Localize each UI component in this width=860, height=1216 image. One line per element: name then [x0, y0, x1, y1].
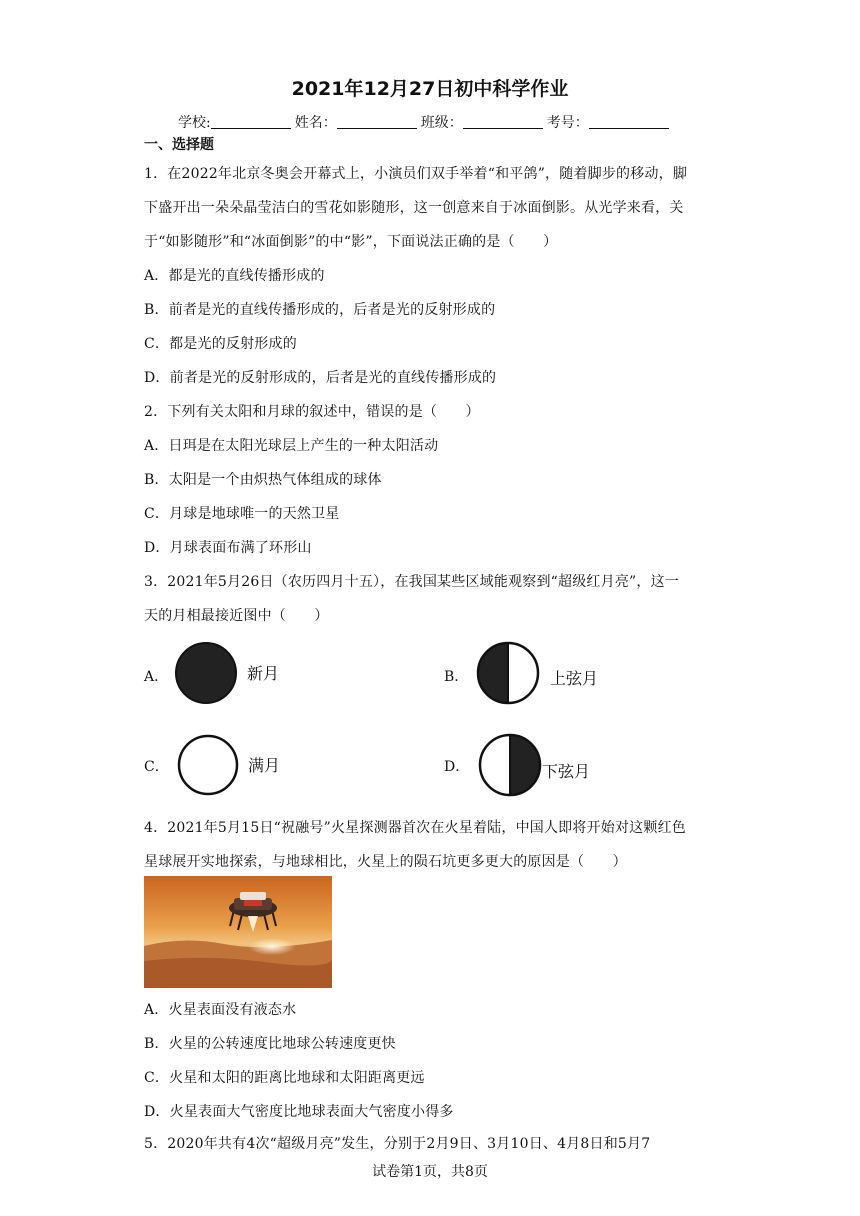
class-blank — [463, 114, 543, 129]
q3-stem-line-2: 天的月相最接近图中（ ） — [144, 608, 329, 624]
q2-option-a: A．日珥是在太阳光球层上产生的一种太阳活动 — [144, 438, 439, 454]
class-label: 班级： — [420, 115, 463, 131]
q1-option-c: C．都是光的反射形成的 — [144, 336, 297, 352]
exam-no-blank — [589, 114, 669, 129]
q3-option-a-letter: A． — [144, 669, 169, 685]
q4-option-b: B．火星的公转速度比地球公转速度更快 — [144, 1036, 396, 1052]
q3-option-d-letter: D． — [444, 759, 470, 775]
q1-option-b: B．前者是光的直线传播形成的，后者是光的反射形成的 — [144, 302, 496, 318]
q2-stem: 2．下列有关太阳和月球的叙述中，错误的是（ ） — [144, 404, 480, 420]
q3-stem-line-1: 3．2021年5月26日（农历四月十五），在我国某些区域能观察到“超级红月亮”，这一 — [144, 574, 679, 590]
q3-option-c-letter: C． — [144, 759, 169, 775]
q3-option-b-label: 上弦月 — [550, 669, 599, 688]
q2-option-b: B．太阳是一个由炽热气体组成的球体 — [144, 472, 382, 488]
mars-lander-image — [144, 876, 332, 988]
page-footer: 试卷第1页，共8页 — [372, 1164, 488, 1180]
q2-option-d: D．月球表面布满了环形山 — [144, 540, 312, 556]
q3-option-a-label: 新月 — [247, 664, 280, 683]
q4-option-a: A．火星表面没有液态水 — [144, 1002, 297, 1018]
q4-stem-line-1: 4．2021年5月15日“祝融号”火星探测器首次在火星着陆，中国人即将开始对这颗红色 — [144, 820, 686, 836]
q3-option-d-label: 下弦月 — [542, 762, 591, 781]
q1-option-d: D．前者是光的反射形成的，后者是光的直线传播形成的 — [144, 370, 497, 386]
name-label: 姓名： — [294, 115, 337, 131]
last-quarter-moon-icon — [478, 733, 542, 797]
q1-option-a: A．都是光的直线传播形成的 — [144, 268, 325, 284]
q1-stem-line-1: 1．在2022年北京冬奥会开幕式上，小演员们双手举着“和平鸽”，随着脚步的移动，脚 — [144, 166, 688, 182]
q1-stem-line-2: 下盛开出一朵朵晶莹洁白的雪花如影随形，这一创意来自于冰面倒影。从光学来看，关 — [144, 200, 684, 216]
q4-option-d: D．火星表面大气密度比地球表面大气密度小得多 — [144, 1104, 454, 1120]
q2-option-c: C．月球是地球唯一的天然卫星 — [144, 506, 340, 522]
section-heading: 一、选择题 — [144, 137, 214, 153]
q1-stem-line-3: 于“如影随形”和“冰面倒影”的中“影”，下面说法正确的是（ ） — [144, 234, 558, 250]
new-moon-icon — [174, 641, 238, 705]
q4-stem-line-2: 星球展开实地探索，与地球相比，火星上的陨石坑更多更大的原因是（ ） — [144, 854, 627, 870]
student-info-line — [178, 112, 673, 132]
full-moon-icon — [176, 733, 240, 797]
q3-option-c-label: 满月 — [248, 756, 281, 775]
exam-no-label: 考号： — [546, 115, 589, 131]
first-quarter-moon-icon — [476, 641, 540, 705]
name-blank — [337, 114, 417, 129]
q5-stem-line-1: 5．2020年共有4次“超级月亮”发生，分别于2月9日、3月10日、4月8日和5月7 — [144, 1136, 651, 1152]
school-label: 学校: — [178, 115, 211, 131]
school-blank — [211, 114, 291, 129]
q3-option-b-letter: B． — [444, 669, 469, 685]
page-title: 2021年12月27日初中科学作业 — [291, 78, 569, 100]
q4-option-c: C．火星和太阳的距离比地球和太阳距离更远 — [144, 1070, 425, 1086]
